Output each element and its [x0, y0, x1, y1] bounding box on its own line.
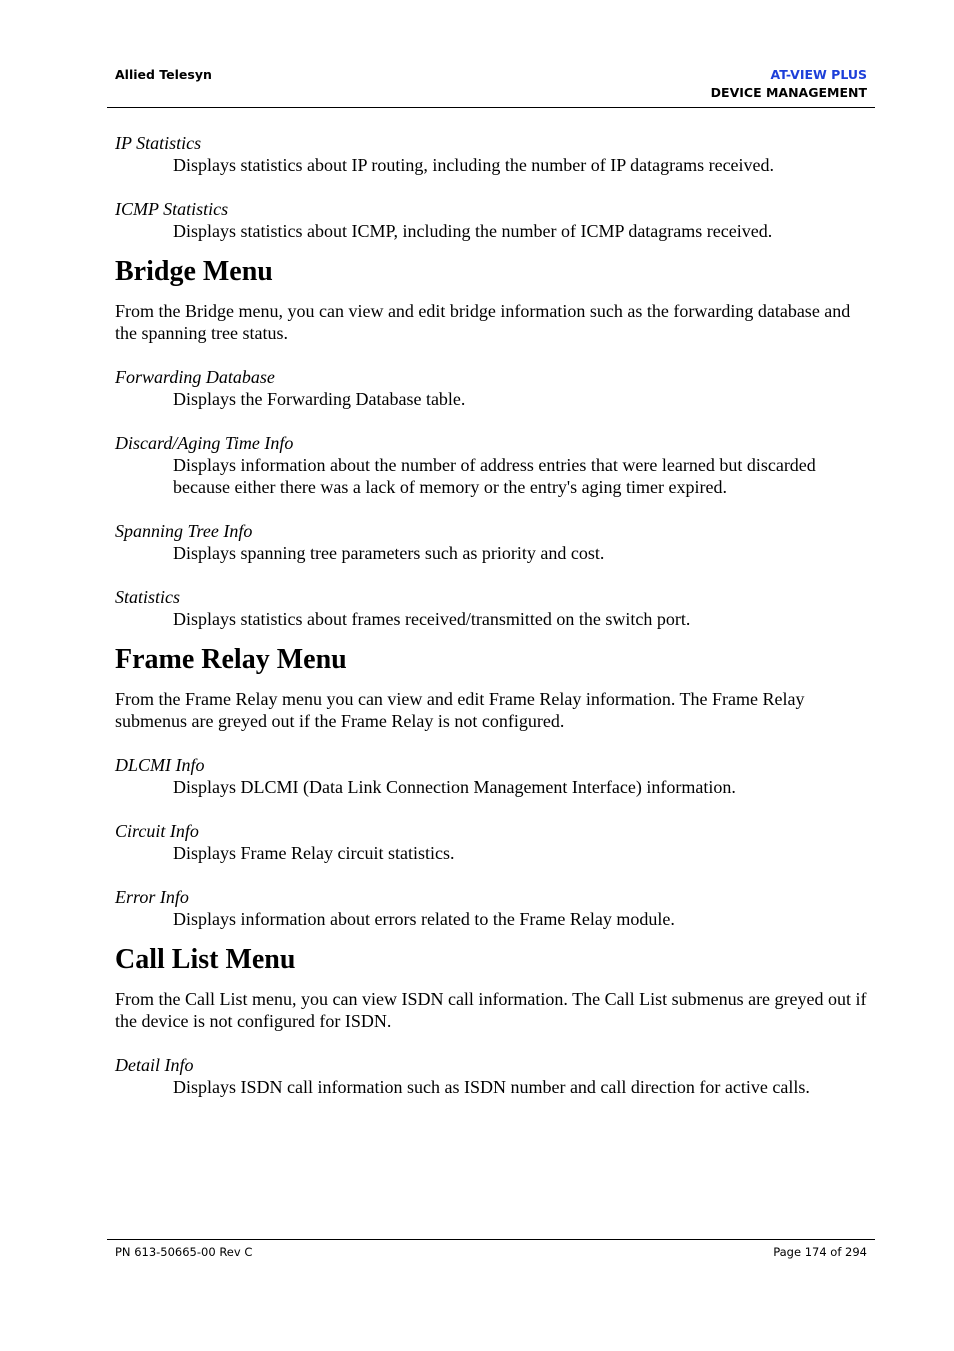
- entry-term: Detail Info: [115, 1055, 194, 1075]
- entry-description: Displays spanning tree parameters such as priority and cost.: [173, 543, 605, 563]
- definition-entry: [115, 586, 875, 630]
- entry-term: Discard/Aging Time Info: [115, 433, 294, 453]
- entry-description: Displays statistics about frames received/transmitted on the switch port.: [173, 609, 691, 629]
- section-intro: From the Frame Relay menu you can view and edit Frame Relay information. The Frame Relay submenus are greyed out if the Frame Relay is not configured.: [115, 689, 805, 731]
- product-name: AT-VIEW PLUS: [770, 67, 867, 82]
- part-number: PN 613-50665-00 Rev C: [115, 1245, 253, 1259]
- entry-term: IP Statistics: [115, 133, 202, 153]
- entry-term: Circuit Info: [115, 821, 199, 841]
- definition-entry: [115, 1054, 875, 1098]
- definition-entry: [115, 820, 875, 864]
- section-intro: From the Bridge menu, you can view and edit bridge information such as the forwarding database and the spanning tree status.: [115, 301, 851, 343]
- definition-entry: [115, 198, 875, 242]
- entry-description: Displays statistics about ICMP, including the number of ICMP datagrams received.: [173, 221, 773, 241]
- entry-term: Error Info: [115, 887, 189, 907]
- section-heading-bridge: Bridge Menu: [115, 256, 273, 287]
- entry-description: Displays ISDN call information such as ISDN number and call direction for active calls.: [173, 1077, 810, 1097]
- entry-term: Statistics: [115, 587, 181, 607]
- section-name: DEVICE MANAGEMENT: [710, 85, 867, 100]
- section-intro: From the Call List menu, you can view ISDN call information. The Call List submenus are greyed out if the device is not configured for ISDN.: [115, 989, 867, 1031]
- section-heading-frame-relay: Frame Relay Menu: [115, 644, 347, 675]
- entry-term: Spanning Tree Info: [115, 521, 253, 541]
- definition-entry: [115, 432, 875, 498]
- page-content: [115, 132, 875, 1120]
- entry-term: DLCMI Info: [115, 755, 205, 775]
- entry-description: Displays information about errors related to the Frame Relay module.: [173, 909, 675, 929]
- page-number: Page 174 of 294: [773, 1245, 867, 1259]
- section-heading-call-list: Call List Menu: [115, 944, 296, 975]
- entry-description: Displays information about the number of address entries that were learned but discarded because either there was a lack of memory or the entry's aging timer expired.: [173, 455, 816, 497]
- entry-term: ICMP Statistics: [115, 199, 229, 219]
- entry-description: Displays the Forwarding Database table.: [173, 389, 466, 409]
- entry-description: Displays DLCMI (Data Link Connection Management Interface) information.: [173, 777, 736, 797]
- page-header: [107, 64, 875, 108]
- company-name: Allied Telesyn: [115, 67, 212, 82]
- definition-entry: [115, 754, 875, 798]
- definition-entry: [115, 886, 875, 930]
- definition-entry: [115, 366, 875, 410]
- entry-description: Displays Frame Relay circuit statistics.: [173, 843, 455, 863]
- definition-entry: [115, 132, 875, 176]
- definition-entry: [115, 520, 875, 564]
- entry-description: Displays statistics about IP routing, including the number of IP datagrams received.: [173, 155, 775, 175]
- entry-term: Forwarding Database: [115, 367, 275, 387]
- page-footer: [107, 1239, 875, 1259]
